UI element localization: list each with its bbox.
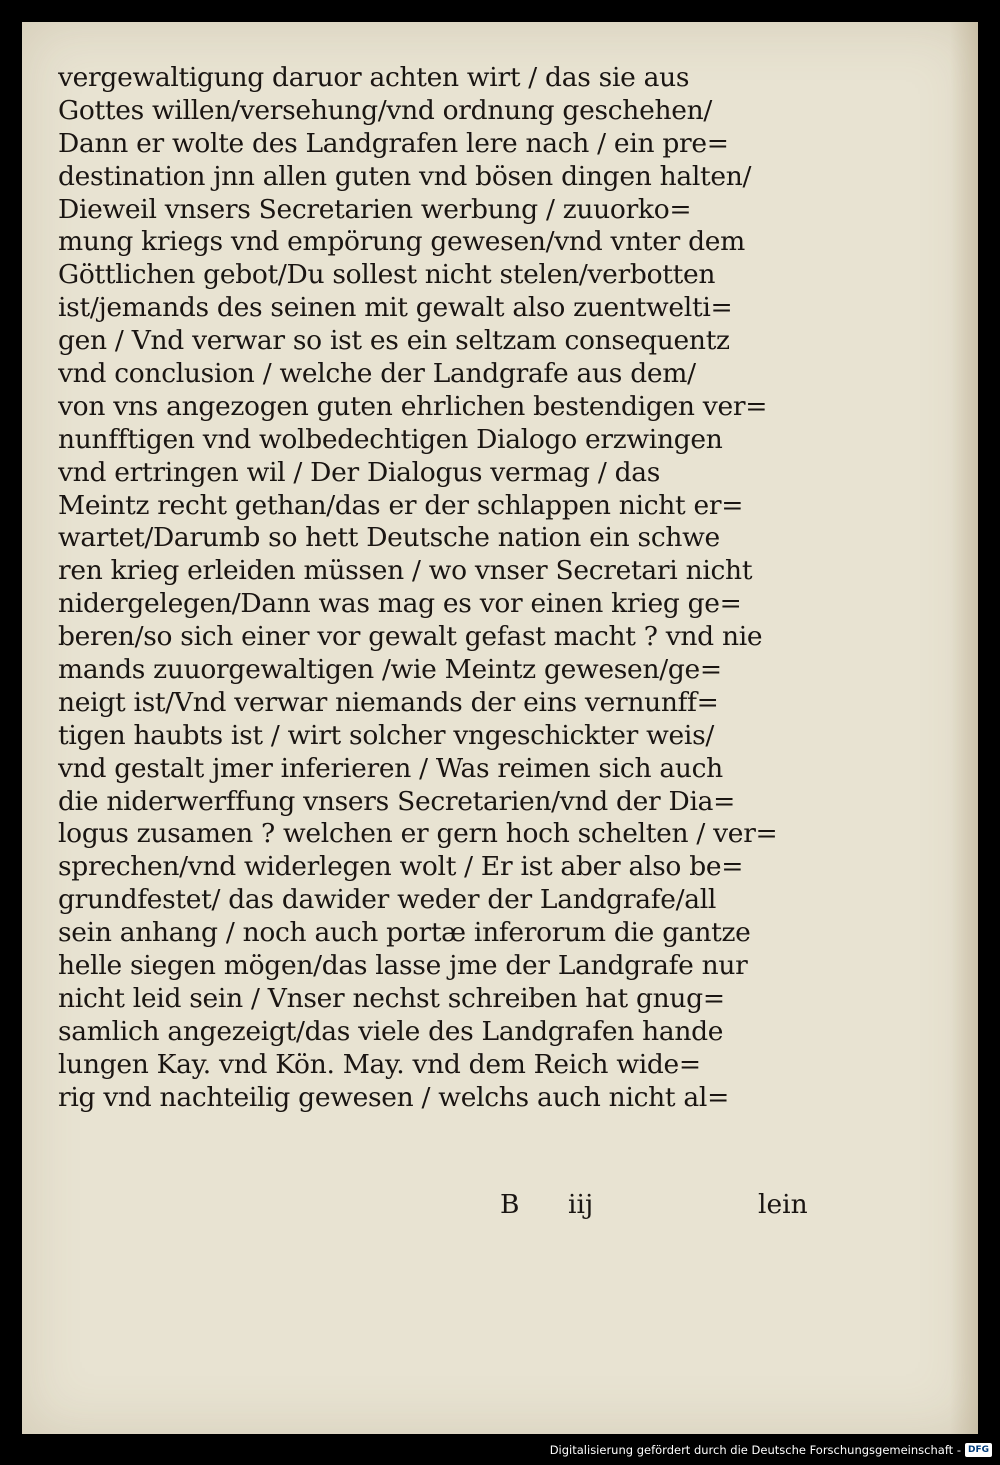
text-line: vergewaltigung daruor achten wirt / das sie aus (58, 62, 690, 93)
catchword: lein (758, 1189, 808, 1220)
text-block (58, 62, 858, 1115)
text-line: ren krieg erleiden müssen / wo vnser Secretari nicht (58, 555, 753, 587)
text-line: sprechen/vnd widerlegen wolt / Er ist aber also be= (58, 851, 744, 883)
text-line: Göttlichen gebot/Du sollest nicht stelen/verbotten (58, 259, 716, 291)
text-line: wartet/Darumb so hett Deutsche nation ein schwe (58, 522, 720, 554)
text-line: Dann er wolte des Landgrafen lere nach / ein pre= (58, 127, 729, 159)
text-line: ist/jemands des seinen mit gewalt also zuentwelti= (58, 292, 733, 324)
digitization-credit (550, 1441, 992, 1459)
text-line: von vns angezogen guten ehrlichen bestendigen ver= (58, 390, 768, 422)
text-line: grundfestet/ das dawider weder der Landgrafe/all (58, 884, 717, 916)
signature-number: iij (568, 1189, 594, 1220)
text-line: sein anhang / noch auch portæ inferorum die gantze (58, 917, 751, 949)
text-line: nunfftigen vnd wolbedechtigen Dialogo erzwingen (58, 423, 723, 455)
page-edge-shadow (950, 22, 978, 1434)
text-line: samlich angezeigt/das viele des Landgrafen hande (58, 1015, 724, 1047)
text-line: Meintz recht gethan/das er der schlappen nicht er= (58, 489, 744, 521)
text-line: lungen Kay. vnd Kön. May. vnd dem Reich wide= (58, 1048, 701, 1080)
signature-mark: B (500, 1189, 520, 1220)
text-line: destination jnn allen guten vnd bösen dingen halten/ (58, 160, 752, 192)
text-line: vnd conclusion / welche der Landgrafe aus dem/ (58, 358, 696, 390)
text-line: Dieweil vnsers Secretarien werbung / zuuorko= (58, 193, 692, 225)
text-line: tigen haubts ist / wirt solcher vngeschickter weis/ (58, 719, 714, 751)
text-line: die niderwerffung vnsers Secretarien/vnd der Dia= (58, 785, 736, 817)
text-line: mung kriegs vnd empörung gewesen/vnd vnter dem (58, 226, 746, 258)
text-line: gen / Vnd verwar so ist es ein seltzam consequentz (58, 325, 730, 357)
text-line: vnd gestalt jmer inferieren / Was reimen sich auch (58, 752, 723, 784)
text-line: beren/so sich einer vor gewalt gefast macht ? vnd nie (58, 621, 763, 653)
text-line: logus zusamen ? welchen er gern hoch schelten / ver= (58, 818, 778, 850)
text-line: nidergelegen/Dann was mag es vor einen krieg ge= (58, 588, 742, 620)
text-line: helle siegen mögen/das lasse jme der Landgrafe nur (58, 950, 748, 982)
text-line: nicht leid sein / Vnser nechst schreiben hat gnug= (58, 982, 725, 1014)
text-line: mands zuuorgewaltigen /wie Meintz gewesen/ge= (58, 654, 722, 686)
signature-line (58, 1189, 858, 1223)
text-line: rig vnd nachteilig gewesen / welchs auch nicht al= (58, 1081, 729, 1113)
credit-text: Digitalisierung gefördert durch die Deutsche Forschungsgemeinschaft - (549, 1443, 961, 1457)
text-line: neigt ist/Vnd verwar niemands der eins vernunff= (58, 686, 719, 718)
text-line: vnd ertringen wil / Der Dialogus vermag / das (58, 456, 661, 488)
dfg-logo: DFG (965, 1443, 992, 1457)
text-line: Gottes willen/versehung/vnd ordnung geschehen/ (58, 94, 712, 126)
